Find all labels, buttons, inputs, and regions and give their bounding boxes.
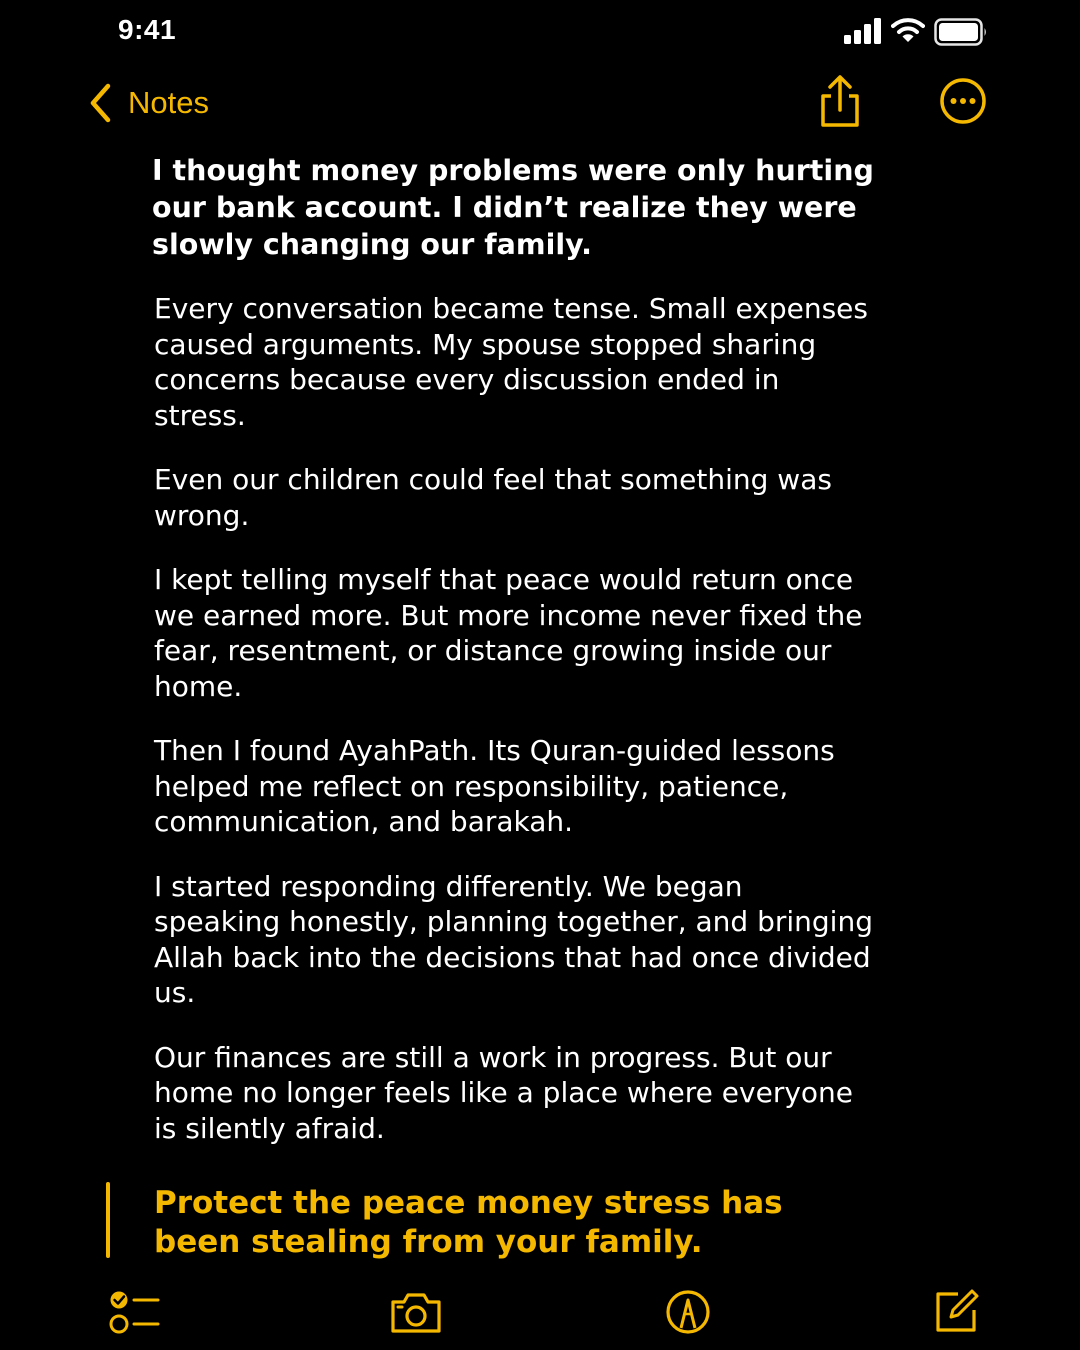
more-icon	[938, 76, 988, 126]
markup-icon	[664, 1288, 712, 1336]
camera-button[interactable]	[388, 1288, 444, 1341]
note-paragraph: Every conversation became tense. Small expenses caused arguments. My spouse stopped sharing concerns because every discussion ended in stress.	[154, 292, 868, 432]
quote-text: Protect the peace money stress has been stealing from your family.	[154, 1185, 783, 1260]
note-title: I thought money problems were only hurting our bank account. I didn’t realize they were slowly changing our family.	[152, 154, 874, 261]
quote-bar	[106, 1182, 110, 1258]
block-quote	[104, 1182, 864, 1262]
checklist-icon	[108, 1288, 162, 1338]
note-paragraph: I started responding differently. We began speaking honestly, planning together, and bringing Allah back into the decisions that had once divided us.	[154, 869, 873, 1009]
chevron-left-icon	[88, 83, 112, 123]
note-paragraph: Then I found AyahPath. Its Quran-guided lessons helped me reflect on responsibility, patience, communication, and barakah.	[154, 734, 835, 838]
share-button[interactable]	[816, 74, 864, 135]
compose-icon	[934, 1288, 980, 1334]
compose-button[interactable]	[934, 1288, 980, 1339]
bottom-toolbar	[0, 1280, 1080, 1350]
nav-bar	[0, 70, 1080, 140]
battery-icon	[934, 18, 988, 46]
wifi-icon	[891, 16, 925, 44]
signal-icon	[844, 18, 882, 44]
status-time: 9:41	[118, 14, 177, 45]
note-paragraph: Our finances are still a work in progress. But our home no longer feels like a place where everyone is silently afraid.	[154, 1040, 854, 1145]
note-body[interactable]	[154, 152, 874, 1175]
more-button[interactable]	[938, 76, 988, 131]
camera-icon	[388, 1288, 444, 1336]
note-paragraph: I kept telling myself that peace would return once we earned more. But more income never fixed the fear, resentment, or distance growing inside our home.	[154, 563, 863, 703]
checklist-button[interactable]	[108, 1288, 162, 1343]
back-label: Notes	[128, 85, 209, 120]
note-paragraph: Even our children could feel that something was wrong.	[154, 463, 832, 532]
status-bar	[0, 0, 1080, 64]
back-button[interactable]	[88, 78, 209, 128]
markup-button[interactable]	[664, 1288, 712, 1341]
share-icon	[816, 74, 864, 130]
